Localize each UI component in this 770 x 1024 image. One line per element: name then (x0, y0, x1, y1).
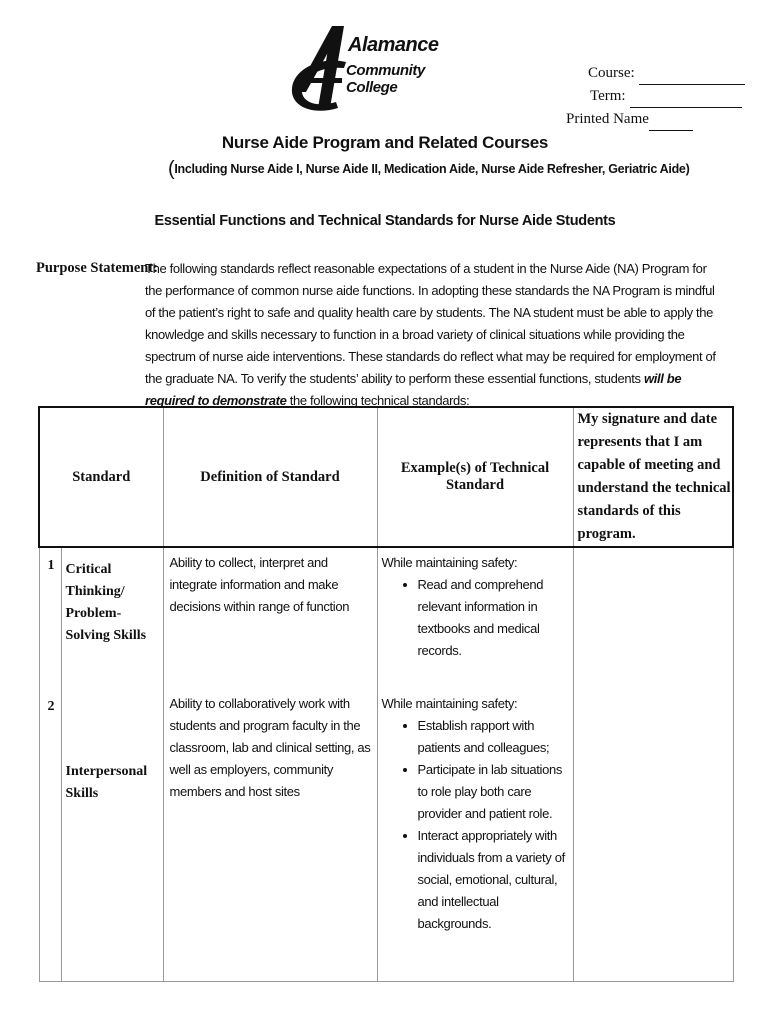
example-item: • Read and comprehend relevant information in textbooks and medical records. (418, 574, 569, 662)
standard-name: Critical Thinking/ Problem-Solving Skills (61, 547, 163, 689)
examples-list (382, 574, 569, 662)
example-item: • Establish rapport with patients and colleagues; (418, 715, 569, 759)
examples-intro: While maintaining safety: (381, 555, 518, 570)
standard-examples (377, 547, 573, 689)
printed-name-label: Printed Name (566, 111, 649, 127)
example-item: • Participate in lab situations to role play both care provider and patient role. (418, 759, 569, 825)
printed-name-row (566, 108, 745, 131)
document-title: Nurse Aide Program and Related Courses (221, 133, 549, 152)
term-label: Term: (590, 88, 626, 104)
standard-name: Interpersonal Skills (61, 689, 163, 982)
section-heading: Essential Functions and Technical Standards for Nurse Aide Students (154, 213, 616, 229)
standard-definition: Ability to collect, interpret and integrate information and make decisions within range of function (163, 547, 377, 689)
document-subtitle: (Including Nurse Aide I, Nurse Aide II, Medication Aide, Nurse Aide Refresher, Geriatric Aide) (168, 158, 690, 180)
table-row (39, 547, 733, 689)
examples-list (382, 715, 569, 935)
table-header-row (39, 407, 733, 547)
printed-name-field[interactable] (649, 114, 693, 131)
term-field[interactable] (630, 91, 742, 108)
term-row (566, 85, 745, 108)
purpose-statement (145, 258, 725, 412)
purpose-label: Purpose Statement: (36, 260, 159, 276)
student-info-block (566, 62, 745, 131)
standard-definition: Ability to collaboratively work with students and program faculty in the classroom, lab and clinical setting, as well as employers, community members and host sites (163, 689, 377, 982)
logo-name-line2: Community College (346, 62, 425, 96)
row-number: 2 (39, 689, 61, 982)
example-item: • Interact appropriately with individuals from a variety of social, emotional, cultural, and intellectual backgrounds. (418, 825, 569, 935)
header-signature: My signature and date represents that I am capable of meeting and understand the technical standards of this program. (573, 407, 733, 547)
standards-table (38, 406, 734, 982)
header-definition: Definition of Standard (163, 407, 377, 547)
examples-intro: While maintaining safety: (381, 696, 518, 711)
header-standard: Standard (39, 407, 163, 547)
subtitle-text: Including Nurse Aide I, Nurse Aide II, Medication Aide, Nurse Aide Refresher, Geriatric Aide (174, 162, 686, 176)
row-number: 1 (39, 547, 61, 689)
standard-examples (377, 689, 573, 982)
purpose-emphasis: will be required to demonstrate (145, 371, 682, 408)
purpose-text-after: the following technical standards: (286, 393, 470, 408)
college-logo (286, 22, 466, 118)
signature-cell[interactable] (573, 547, 733, 689)
course-row (566, 62, 745, 85)
course-field[interactable] (639, 68, 745, 85)
course-label: Course: (588, 65, 635, 81)
table-row (39, 689, 733, 982)
header-examples: Example(s) of Technical Standard (377, 407, 573, 547)
signature-cell[interactable] (573, 689, 733, 982)
purpose-text-before: The following standards reflect reasonable expectations of a student in the Nurse Aide (NA) Program for the performance of common nurse aide functions. In adopting these standards the NA Program is mindful of the patient’s right to safe and quality health care by students. The NA student must be able to apply the knowledge and skills necessary to function in a broad variety of clinical situations while providing the spectrum of nurse aide interventions. These standards do reflect what may be required for employment of the graduate NA. To verify the students’ ability to perform these essential functions, students (145, 261, 716, 386)
logo-name-line1: Alamance (348, 34, 439, 56)
